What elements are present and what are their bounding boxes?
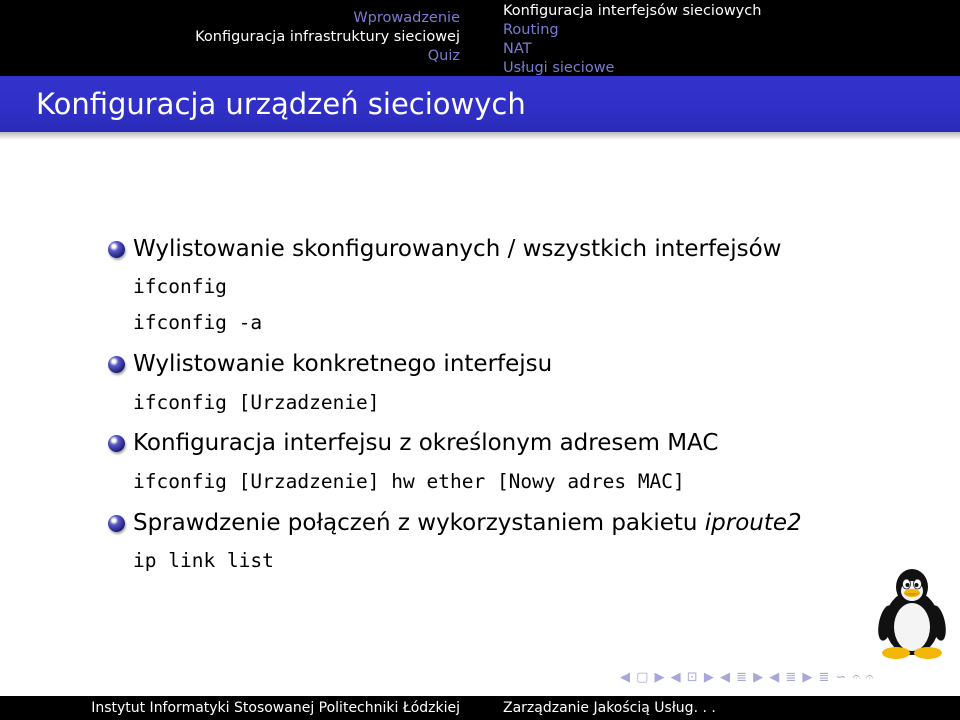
nav-subsection-interfejsy[interactable]: Konfiguracja interfejsów sieciowych <box>503 3 762 19</box>
bullet-ball-icon <box>108 241 125 258</box>
code-line: ifconfig -a <box>133 311 263 334</box>
nav-subsection-uslugi[interactable]: Usługi sieciowe <box>503 60 615 76</box>
bullet-text-emphasis: iproute2 <box>704 510 802 536</box>
code-line: ifconfig [Urzadzenie] hw ether [Nowy adres MAC] <box>133 470 685 493</box>
bullet-text <box>133 508 802 538</box>
footer-institution: Instytut Informatyki Stosowanej Politechniki Łódzkiej <box>91 700 460 716</box>
nav-section-quiz[interactable]: Quiz <box>427 48 460 64</box>
section-navigation <box>40 9 460 66</box>
footer-bar <box>0 696 960 720</box>
nav-subsection-routing[interactable]: Routing <box>503 22 559 38</box>
bullet-ball-icon <box>108 356 125 373</box>
code-line: ifconfig <box>133 275 227 298</box>
bullet-ball-icon <box>108 435 125 452</box>
nav-section-konfiguracja-infrastruktury[interactable]: Konfiguracja infrastruktury sieciowej <box>195 29 460 45</box>
bullet-text-plain: Sprawdzenie połączeń z wykorzystaniem pakietu <box>133 510 705 536</box>
bullet-text: Wylistowanie konkretnego interfejsu <box>133 351 553 377</box>
bullet-text: Konfiguracja interfejsu z określonym adresem MAC <box>133 430 719 456</box>
title-bar-shadow <box>0 132 960 140</box>
code-line: ip link list <box>133 549 274 572</box>
frame-title: Konfiguracja urządzeń sieciowych <box>36 87 526 121</box>
footer-short-title: Zarządzanie Jakością Usług. . . <box>503 700 716 716</box>
code-line: ifconfig [Urzadzenie] <box>133 391 380 414</box>
bullet-text: Wylistowanie skonfigurowanych / wszystkich interfejsów <box>133 236 782 262</box>
nav-section-wprowadzenie[interactable]: Wprowadzenie <box>353 10 460 26</box>
nav-subsection-nat[interactable]: NAT <box>503 41 532 57</box>
top-navigation-bar <box>0 0 960 76</box>
bullet-ball-icon <box>108 515 125 532</box>
subsection-navigation <box>503 2 943 78</box>
beamer-navigation-icons[interactable]: ◀ ▢ ▶ ◀ ⊡ ▶ ◀ ≣ ▶ ◀ ≣ ▶ ≣ ∽ 𝄐 𝄐 <box>620 670 875 685</box>
tux-penguin-icon <box>872 565 952 661</box>
